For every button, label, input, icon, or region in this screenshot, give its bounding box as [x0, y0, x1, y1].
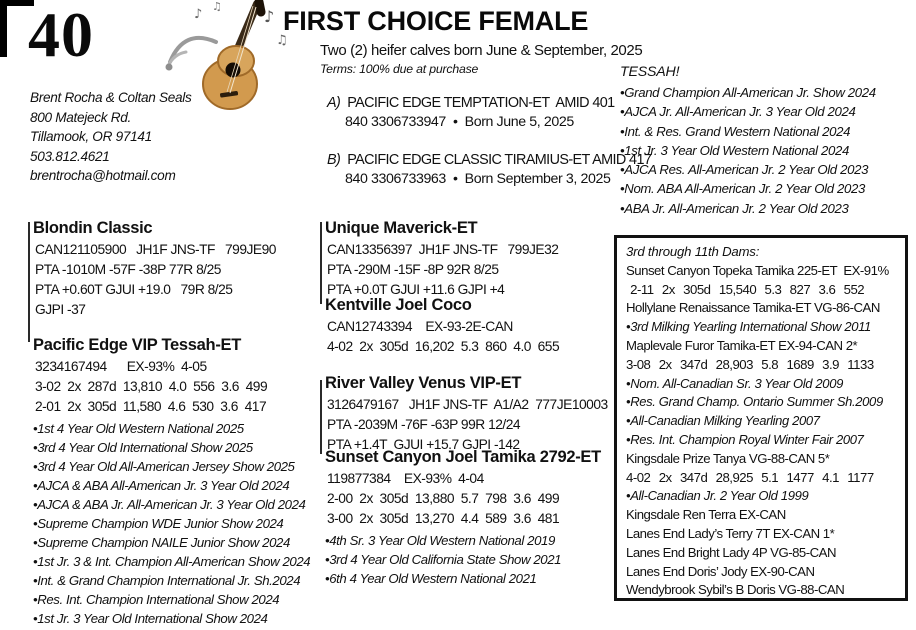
- tessah-heading: TESSAH!: [620, 64, 680, 80]
- pedigree-line: PTA +1.4T GJUI +15.7 GJPI -142: [327, 437, 520, 452]
- award-item: •Res. Int. Champion International Show 2024: [33, 592, 280, 607]
- pedigree-line: CAN12743394 EX-93-2E-CAN: [327, 319, 513, 334]
- award-list: [325, 531, 601, 588]
- animal-name: Pacific Edge VIP Tessah-ET: [33, 336, 242, 354]
- award-item: •AJCA & ABA All-American Jr. 3 Year Old 2024: [33, 478, 290, 493]
- animal-name: Unique Maverick-ET: [325, 219, 478, 237]
- pedigree-block-kentville-joel-coco: [325, 296, 559, 357]
- dams-line: •Res. Int. Champion Royal Winter Fair 2007: [626, 431, 864, 447]
- consignor-address2: Tillamook, OR 97141: [30, 129, 152, 144]
- award-item: •1st Jr. 3 & Int. Champion All-American Show 2024: [33, 554, 311, 569]
- pedigree-line: 3-00 2x 305d 13,270 4.4 589 3.6 481: [327, 511, 560, 526]
- award-item: •Nom. ABA All-American Jr. 2 Year Old 2023: [620, 181, 865, 197]
- pedigree-block-river-valley-venus: [325, 374, 608, 455]
- dams-line: •All-Canadian Milking Yearling 2007: [626, 413, 820, 429]
- award-item: •Int. & Grand Champion International Jr. Sh.2024: [33, 573, 301, 588]
- pedigree-bracket-rule: [320, 380, 322, 454]
- award-item: •ABA Jr. All-American Jr. 2 Year Old 2023: [620, 200, 849, 216]
- offering-a-name: PACIFIC EDGE TEMPTATION-ET AMID 401: [347, 95, 615, 111]
- pedigree-block-sunset-canyon-joel-tamika: [325, 448, 601, 588]
- pedigree-line: PTA -2039M -76F -63P 99R 12/24: [327, 417, 521, 432]
- offering-b: [327, 152, 651, 187]
- dams-line: Kingsdale Prize Tanya VG-88-CAN 5*: [626, 450, 830, 466]
- lot-subtitle: Two (2) heifer calves born June & September, 2025: [320, 42, 643, 59]
- dams-line: 2-11 2x 305d 15,540 5.3 827 3.6 552: [626, 281, 865, 297]
- award-item: •3rd 4 Year Old All-American Jersey Show 2025: [33, 459, 295, 474]
- award-item: •6th 4 Year Old Western National 2021: [325, 571, 537, 586]
- award-item: •1st Jr. 3 Year Old Western National 2024: [620, 142, 849, 158]
- svg-text:♪: ♪: [194, 7, 203, 22]
- page-corner-mark-vertical: [0, 0, 7, 57]
- offering-a-detail: 840 3306733947 • Born June 5, 2025: [345, 114, 574, 130]
- dams-line: Lanes End Doris’ Jody EX-90-CAN: [626, 563, 815, 579]
- offering-a: [327, 95, 615, 130]
- award-item: •Int. & Res. Grand Western National 2024: [620, 123, 851, 139]
- offering-b-detail: 840 3306733963 • Born September 3, 2025: [345, 171, 611, 187]
- pedigree-line: PTA +0.0T GJUI +11.6 GJPI +4: [327, 282, 505, 297]
- pedigree-line: PTA -290M -15F -8P 92R 8/25: [327, 262, 499, 277]
- award-item: •AJCA Res. All-American Jr. 2 Year Old 2023: [620, 162, 869, 178]
- pedigree-line: 3126479167 JH1F JNS-TF A1/A2 777JE10003: [327, 397, 608, 412]
- dams-line-list: [626, 243, 898, 600]
- pedigree-data-lines: [325, 317, 559, 357]
- offering-b-label: B): [327, 152, 341, 168]
- pedigree-block-unique-maverick: [325, 219, 558, 300]
- animal-name: Kentville Joel Coco: [325, 296, 472, 314]
- dams-line: Lanes End Bright Lady 4P VG-85-CAN: [626, 544, 837, 560]
- pedigree-data-lines: [33, 240, 276, 320]
- consignor-info: [30, 88, 191, 186]
- dams-line: Hollylane Renaissance Tamika-ET VG-86-CAN: [626, 300, 880, 316]
- offering-b-name: PACIFIC EDGE CLASSIC TIRAMIUS-ET AMID 417: [347, 152, 652, 168]
- dams-line: Maplevale Furor Tamika-ET EX-94-CAN 2*: [626, 337, 858, 353]
- consignor-name: Brent Rocha & Coltan Seals: [30, 90, 192, 105]
- pedigree-bracket-rule: [28, 222, 30, 342]
- consignor-phone: 503.812.4621: [30, 148, 110, 164]
- award-list: [33, 419, 310, 628]
- award-item: •Grand Champion All-American Jr. Show 2024: [620, 85, 876, 100]
- dams-line: 3rd through 11th Dams:: [626, 244, 760, 259]
- pedigree-data-lines: [325, 240, 558, 300]
- pedigree-line: 2-00 2x 305d 13,880 5.7 798 3.6 499: [327, 491, 560, 506]
- page-title: FIRST CHOICE FEMALE: [283, 6, 589, 36]
- lot-number: 40: [28, 0, 94, 70]
- pedigree-line: 4-02 2x 305d 16,202 5.3 860 4.0 655: [327, 339, 560, 354]
- dams-line: •Res. Grand Champ. Ontario Summer Sh.2009: [626, 394, 883, 410]
- pedigree-line: 2-01 2x 305d 11,580 4.6 530 3.6 417: [35, 399, 267, 414]
- award-item: •4th Sr. 3 Year Old Western National 2019: [325, 533, 555, 548]
- svg-text:♫: ♫: [276, 33, 288, 48]
- dams-line: Lanes End Lady’s Terry 7T EX-CAN 1*: [626, 525, 835, 541]
- pedigree-data-lines: [325, 395, 608, 455]
- dams-line: Kingsdale Ren Terra EX-CAN: [626, 507, 786, 523]
- dams-line: 3-08 2x 347d 28,903 5.8 1689 3.9 1133: [626, 356, 874, 372]
- pedigree-bracket-rule: [320, 222, 322, 304]
- offering-a-label: A): [327, 95, 341, 111]
- animal-name: Sunset Canyon Joel Tamika 2792-ET: [325, 448, 601, 466]
- pedigree-line: PTA -1010M -57F -38P 77R 8/25: [35, 262, 221, 277]
- pedigree-line: CAN121105900 JH1F JNS-TF 799JE90: [35, 242, 276, 257]
- dams-line: •3rd Milking Yearling International Show 2011: [626, 319, 871, 335]
- pedigree-line: CAN13356397 JH1F JNS-TF 799JE32: [327, 242, 559, 257]
- award-item: •Supreme Champion WDE Junior Show 2024: [33, 516, 284, 531]
- award-item: •3rd 4 Year Old California State Show 2021: [325, 552, 562, 567]
- dams-line: Wendybrook Sybil’s B Doris VG-88-CAN: [626, 582, 845, 598]
- award-item: •Supreme Champion NAILE Junior Show 2024: [33, 535, 290, 550]
- terms-note: Terms: 100% due at purchase: [320, 62, 479, 76]
- pedigree-data-lines: [325, 469, 601, 529]
- dams-line: 4-02 2x 347d 28,925 5.1 1477 4.1 1177: [626, 469, 874, 485]
- award-item: •AJCA & ABA Jr. All-American Jr. 3 Year Old 2024: [33, 497, 306, 512]
- dams-line: •All-Canadian Jr. 2 Year Old 1999: [626, 488, 809, 504]
- pedigree-line: 3-02 2x 287d 13,810 4.0 556 3.6 499: [35, 379, 268, 394]
- pedigree-line: 119877384 EX-93% 4-04: [327, 471, 484, 486]
- dams-history-box: [614, 235, 908, 601]
- pedigree-line: GJPI -37: [35, 302, 86, 317]
- award-item: •3rd 4 Year Old International Show 2025: [33, 440, 253, 455]
- svg-text:♪: ♪: [264, 7, 275, 26]
- award-item: •1st 4 Year Old Western National 2025: [33, 421, 244, 436]
- animal-name: River Valley Venus VIP-ET: [325, 374, 522, 392]
- dams-line: •Nom. All-Canadian Sr. 3 Year Old 2009: [626, 375, 843, 391]
- consignor-address1: 800 Matejeck Rd.: [30, 109, 131, 125]
- tessah-awards-panel: [620, 64, 912, 218]
- pedigree-block-blondin-classic: [33, 219, 276, 320]
- svg-text:♫: ♫: [212, 0, 222, 13]
- dams-line: Sunset Canyon Topeka Tamika 225-ET EX-91%: [626, 262, 889, 278]
- pedigree-block-pacific-edge-vip-tessah: [33, 336, 310, 628]
- award-item: •1st Jr. 3 Year Old International Show 2024: [33, 611, 268, 626]
- pedigree-line: 3234167494 EX-93% 4-05: [35, 359, 207, 374]
- animal-name: Blondin Classic: [33, 219, 153, 237]
- consignor-email: brentrocha@hotmail.com: [30, 168, 176, 183]
- award-item: •AJCA Jr. All-American Jr. 3 Year Old 2024: [620, 104, 856, 120]
- tessah-award-list: [620, 83, 912, 218]
- pedigree-line: PTA +0.60T GJUI +19.0 79R 8/25: [35, 282, 233, 297]
- pedigree-data-lines: [33, 357, 310, 417]
